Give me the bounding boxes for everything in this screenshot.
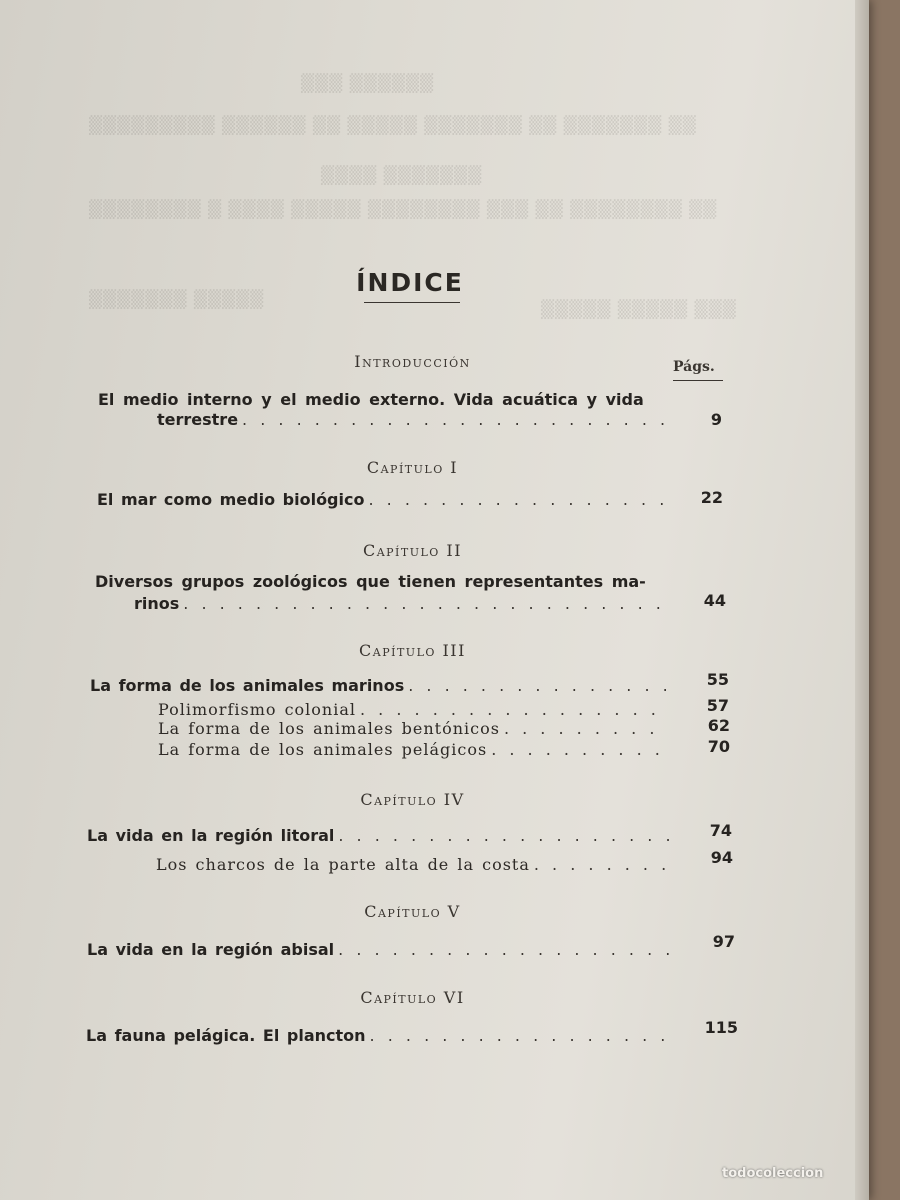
show-through-text: ▒▒ ▒▒▒▒▒▒▒▒ ▒▒ ▒▒▒ ▒▒▒▒▒▒▒▒ ▒▒▒▒▒ ▒▒▒▒ ▒ ▒▒▒▒▒▒▒▒: [88, 200, 717, 220]
pages-column-label: Págs.: [673, 359, 715, 375]
toc-entry: [87, 940, 680, 959]
toc-entry-title: La vida en la región abisal: [87, 940, 335, 959]
watermark-logo: todocoleccion: [722, 1166, 824, 1181]
toc-subentry: [158, 700, 672, 719]
show-through-text: ▒▒ ▒▒▒▒▒▒▒ ▒▒ ▒▒▒▒▒▒▒ ▒▒▒▒▒ ▒▒ ▒▒▒▒▒▒ ▒▒▒▒▒▒▒▒▒: [88, 116, 696, 136]
toc-page-number: 55: [706, 670, 729, 689]
toc-subentry: [158, 719, 672, 738]
section-heading: Capítulo I: [366, 458, 459, 477]
show-through-text: ▒▒▒▒▒ ▒▒▒▒▒▒▒: [88, 290, 264, 310]
dot-leader: [408, 676, 668, 695]
toc-page-number: 97: [712, 932, 735, 951]
toc-entry-title: La forma de los animales bentónicos: [158, 719, 500, 738]
toc-page-number: 57: [706, 696, 729, 715]
toc-entry-line: El medio interno y el medio externo. Vida acuática y vida: [98, 390, 644, 409]
page-edge: [855, 0, 869, 1200]
section-heading: Capítulo VI: [360, 988, 465, 1007]
show-through-text: ▒▒▒▒▒▒ ▒▒▒: [300, 74, 434, 94]
toc-entry-title: Polimorfismo colonial: [158, 700, 356, 719]
toc-entry-title: Los charcos de la parte alta de la costa: [156, 855, 530, 874]
toc-page-number: 22: [700, 488, 723, 507]
dot-leader: [534, 855, 672, 874]
toc-page-number: 115: [704, 1018, 738, 1037]
dot-leader: [504, 719, 668, 738]
toc-entry: [86, 1026, 682, 1045]
dot-leader: [368, 490, 665, 509]
toc-page-number: 44: [703, 591, 726, 610]
toc-entry: [90, 676, 672, 695]
toc-entry: [97, 490, 669, 509]
dot-leader: [360, 700, 668, 719]
toc-subentry: [158, 740, 672, 759]
toc-page-number: 70: [707, 737, 730, 756]
toc-entry-title: La forma de los animales pelágicos: [158, 740, 488, 759]
title-underline: [364, 302, 460, 303]
dot-leader: [370, 1026, 678, 1045]
section-heading: Capítulo II: [362, 541, 463, 560]
toc-entry: [87, 826, 675, 845]
dot-leader: [338, 940, 676, 959]
toc-page-number: 74: [709, 821, 732, 840]
dot-leader: [242, 410, 665, 429]
show-through-text: ▒▒▒▒▒▒▒ ▒▒▒▒: [320, 166, 482, 186]
toc-page-number: 9: [710, 410, 722, 429]
section-heading: Capítulo V: [364, 902, 461, 921]
toc-entry-line: Diversos grupos zoológicos que tienen representantes ma-: [95, 572, 646, 591]
dot-leader: [491, 740, 668, 759]
section-heading: Introducción: [354, 352, 471, 371]
page-title: ÍNDICE: [356, 268, 464, 297]
toc-entry-title: rinos: [134, 594, 180, 613]
toc-page-number: 94: [710, 848, 733, 867]
toc-page-number: 62: [707, 716, 730, 735]
toc-entry-title: terrestre: [157, 410, 239, 429]
toc-entry: [134, 594, 672, 613]
pages-label-underline: [673, 380, 723, 381]
show-through-text: ▒▒▒ ▒▒▒▒▒ ▒▒▒▒▒: [540, 300, 736, 320]
toc-entry-title: El mar como medio biológico: [97, 490, 365, 509]
toc-entry-title: La fauna pelágica. El plancton: [86, 1026, 366, 1045]
dot-leader: [338, 826, 671, 845]
toc-entry-title: La vida en la región litoral: [87, 826, 335, 845]
toc-subentry: [156, 855, 676, 874]
toc-entry-title: La forma de los animales marinos: [90, 676, 405, 695]
section-heading: Capítulo IV: [360, 790, 465, 809]
toc-entry: [157, 410, 669, 429]
dot-leader: [183, 594, 668, 613]
section-heading: Capítulo III: [359, 641, 466, 660]
